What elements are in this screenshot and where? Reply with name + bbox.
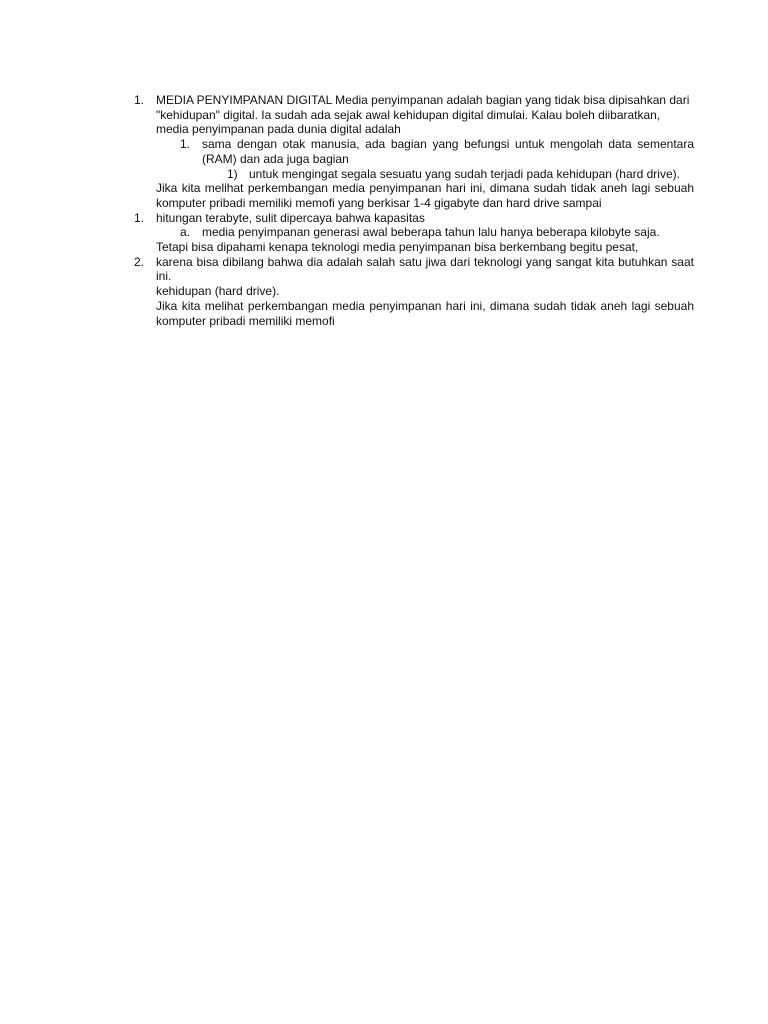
paragraph: kehidupan (hard drive).: [156, 284, 280, 299]
list-marker: 1.: [134, 210, 145, 225]
list-item-text: sama dengan otak manusia, ada bagian yang befungsi untuk mengolah data sementara (RAM) dan ada juga bagian: [202, 137, 694, 166]
list-marker: 1): [227, 166, 238, 181]
list-item-text: MEDIA PENYIMPANAN DIGITAL Media penyimpanan adalah bagian yang tidak bisa dipisahkan dari "kehidupan" digital. Ia sudah ada sejak awal kehidupan digital dimulai. Kalau boleh diibaratkan, media penyimpanan pada dunia digital adalah: [156, 93, 690, 137]
list-item: [0, 255, 768, 284]
list-marker: 1.: [134, 93, 145, 107]
list-item-text: media penyimpanan generasi awal beberapa tahun lalu hanya beberapa kilobyte saja.: [202, 225, 660, 240]
list-item: [0, 225, 768, 240]
list-marker: 2.: [134, 254, 145, 269]
list-marker: a.: [180, 225, 191, 240]
list-item-text: untuk mengingat segala sesuatu yang sudah terjadi pada kehidupan (hard drive).: [249, 166, 680, 181]
document-body: [0, 93, 768, 328]
list-item: [0, 167, 768, 182]
list-item: [0, 137, 768, 166]
paragraph: Jika kita melihat perkembangan media penyimpanan hari ini, dimana sudah tidak aneh lagi sebuah komputer pribadi memiliki memofi yang berkisar 1-4 gigabyte dan hard drive sampai: [156, 181, 694, 210]
list-marker: 1.: [180, 137, 191, 152]
paragraph: Jika kita melihat perkembangan media penyimpanan hari ini, dimana sudah tidak aneh lagi sebuah komputer pribadi memiliki memofi: [156, 298, 694, 328]
list-item-text: hitungan terabyte, sulit dipercaya bahwa kapasitas: [156, 210, 425, 225]
list-item: [0, 211, 768, 226]
list-item: [0, 93, 768, 137]
list-item-text: karena bisa dibilang bahwa dia adalah salah satu jiwa dari teknologi yang sangat kita butuhkan saat ini.: [156, 254, 694, 284]
paragraph: Tetapi bisa dipahami kenapa teknologi media penyimpanan bisa berkembang begitu pesat,: [156, 240, 639, 255]
